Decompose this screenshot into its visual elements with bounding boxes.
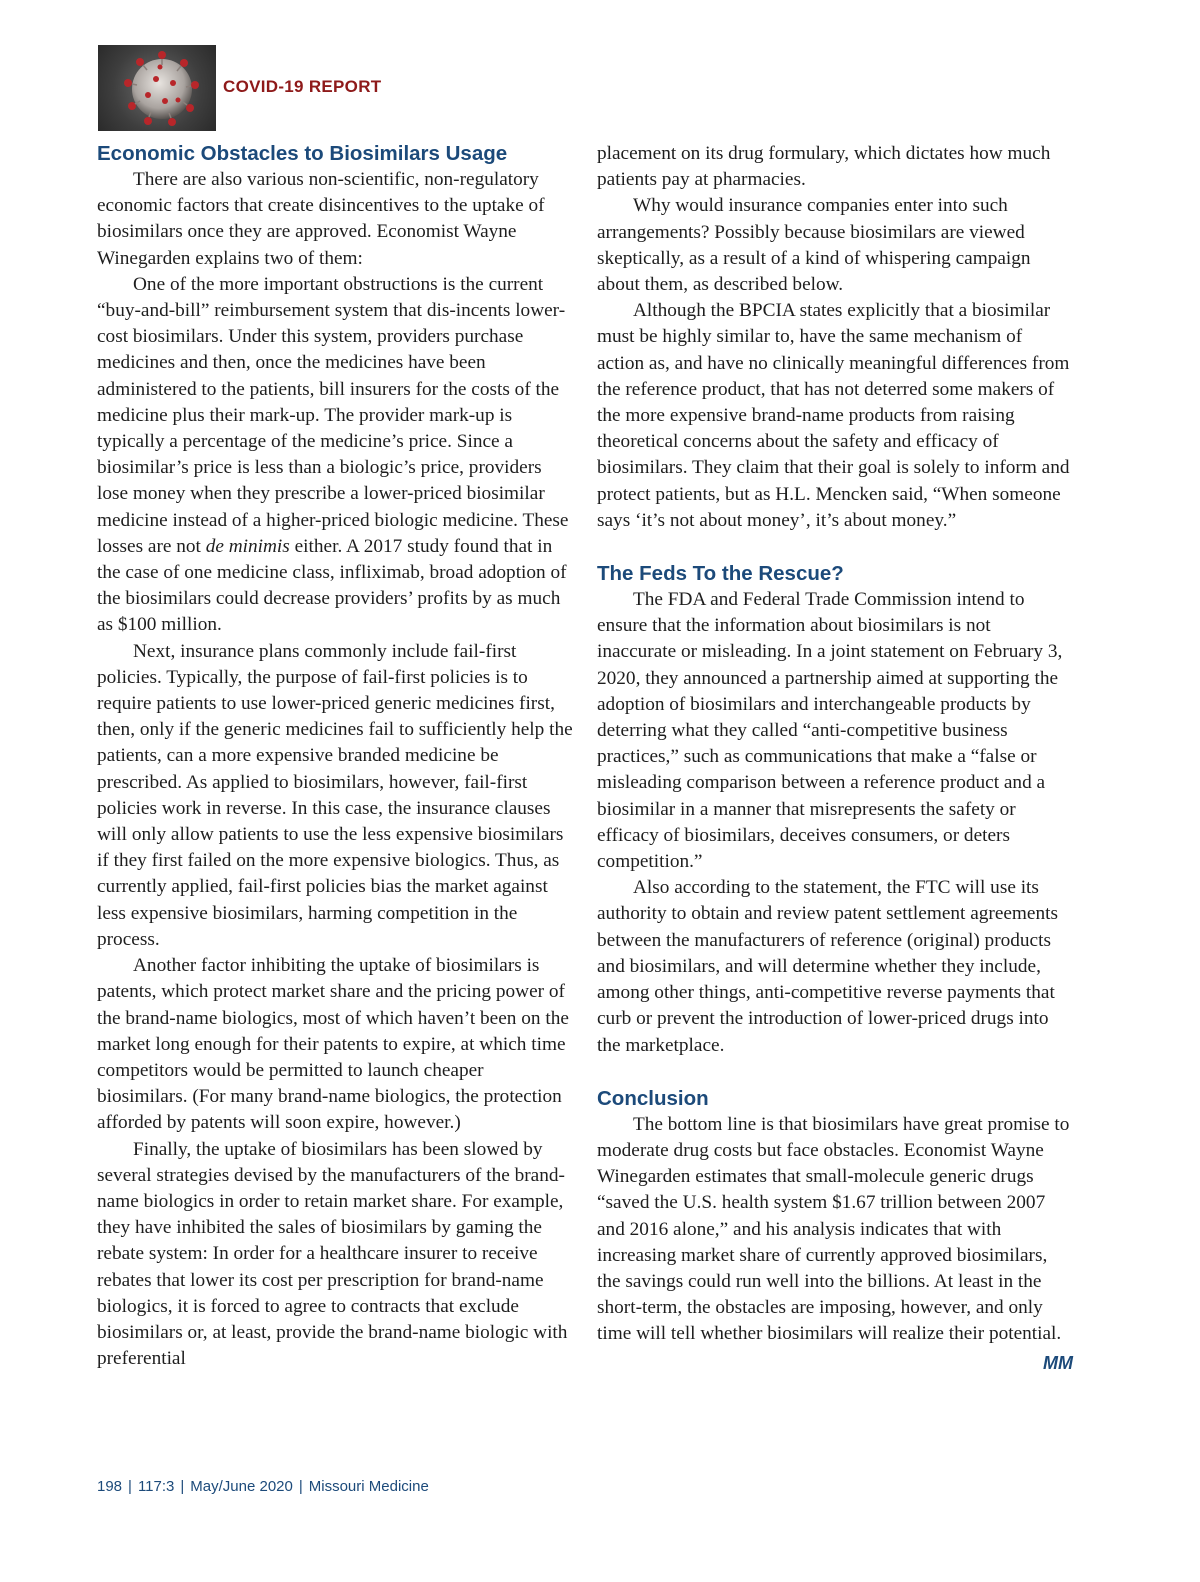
paragraph-conclusion	[597, 1112, 1073, 1373]
paragraph: Also according to the statement, the FTC will use its authority to obtain and review patent settlement agreements between the manufacturers of reference (original) products and biosimilars, and will determine whether they include, among other things, anti-competitive reverse payments that curb or prevent the introduction of lower-priced drugs into the marketplace.	[597, 877, 1058, 1056]
report-label: COVID-19 REPORT	[223, 77, 382, 96]
journal-name: Missouri Medicine	[308, 1478, 429, 1495]
virus-illustration	[98, 45, 216, 131]
journal-signature: MM	[1043, 1352, 1073, 1373]
paragraph-text: either. A 2017 study found that in the case of one medicine class, infliximab, broad adoption of the biosimilars could decrease providers’ profits by as much as $100 million.	[97, 535, 567, 636]
issue-number: 117:3	[137, 1478, 175, 1495]
paragraph-text: One of the more important obstructions is the current “buy-and-bill” reimbursement system that dis-incents lower-cost biosimilars. Under this system, providers purchase medicines and then, once the medicines have been administered to the patients, bill insurers for the costs of the medicine plus their mark-up. The provider mark-up is typically a percentage of the medicine’s price. Since a biosimilar’s price is less than a biologic’s price, providers lose money when they prescribe a lower-priced biosimilar medicine instead of a higher-priced biologic medicine. These losses are not	[97, 273, 569, 557]
page-number: 198	[97, 1478, 123, 1495]
section-heading-economic-obstacles: Economic Obstacles to Biosimilars Usage	[97, 142, 508, 165]
coronavirus-image	[98, 45, 216, 131]
paragraph: The FDA and Federal Trade Commission intend to ensure that the information about biosimilars is not inaccurate or misleading. In a joint statement on February 3, 2020, they announced a partnership aimed at supporting the adoption of biosimilars and interchangeable products by deterring what they called “anti-competitive business practices,” such as communications that make a “false or misleading comparison between a reference product and a biosimilar in a manner that misrepresents the safety or efficacy of biosimilars, deceives consumers, or deters competition.”	[597, 589, 1063, 873]
paragraph-text: The bottom line is that biosimilars have great promise to moderate drug costs but face obstacles. Economist Wayne Winegarden estimates that small-molecule generic drugs “saved the U.S. health system $1.67 trillion between 2007 and 2016 alone,” and his analysis indicates that with increasing market share of currently approved biosimilars, the savings could run well into the billions. At least in the short-term, the obstacles are imposing, however, and only time will tell whether biosimilars will realize their potential.	[597, 1113, 1070, 1345]
paragraph-continued: placement on its drug formulary, which dictates how much patients pay at pharmacies.	[597, 143, 1051, 191]
paragraph: Although the BPCIA states explicitly that a biosimilar must be highly similar to, have the same mechanism of action as, and have no clinically meaningful differences from the reference product, that has not deterred some makers of the more expensive brand-name products from raising theoretical concerns about the safety and efficacy of biosimilars. They claim that their goal is solely to inform and protect patients, but as H.L. Mencken said, “When someone says ‘it’s not about money’, it’s about money.”	[597, 300, 1070, 531]
right-column	[597, 141, 1073, 1376]
paragraph: Another factor inhibiting the uptake of biosimilars is patents, which protect market share and the pricing power of the brand-name biologics, most of which haven’t been on the market long enough for their patents to expire, at which time competitors would be permitted to launch cheaper biosimilars. (For many brand-name biologics, the protection afforded by patents will soon expire, however.)	[97, 955, 569, 1134]
paragraph: Finally, the uptake of biosimilars has been slowed by several strategies devised by the manufacturers of the brand-name biologics in order to retain market share. For example, they have inhibited the sales of biosimilars by gaming the rebate system: In order for a healthcare insurer to receive rebates that lower its cost per prescription for brand-name biologics, it is forced to agree to contracts that exclude biosimilars or, at least, provide the brand-name biologic with preferential	[97, 1138, 568, 1370]
italic-term: de minimis	[205, 535, 290, 557]
section-heading-conclusion: Conclusion	[597, 1086, 709, 1110]
paragraph: Next, insurance plans commonly include fail-first policies. Typically, the purpose of fail-first policies is to require patients to use lower-priced generic medicines first, then, only if the generic medicines fail to sufficiently help the patients, can a more expensive branded medicine be prescribed. As applied to biosimilars, however, fail-first policies work in reverse. In this case, the insurance clauses will only allow patients to use the less expensive biosimilars if they first failed on the more expensive biologics. Thus, as currently applied, fail-first policies bias the market against less expensive biosimilars, harming competition in the process.	[97, 640, 573, 950]
issue-date: May/June 2020	[190, 1478, 293, 1495]
left-column	[97, 141, 573, 1372]
paragraph-buy-and-bill	[97, 272, 573, 639]
paragraph: Why would insurance companies enter into such arrangements? Possibly because biosimilars are viewed skeptically, as a result of a kind of whispering campaign about them, as described below.	[597, 195, 1031, 296]
page-footer: 198 | 117:3 | May/June 2020 | Missouri Medicine	[97, 1478, 429, 1495]
paragraph: There are also various non-scientific, non-regulatory economic factors that create disincentives to the uptake of biosimilars once they are approved. Economist Wayne Winegarden explains two of them:	[97, 169, 545, 269]
section-heading-feds-rescue: The Feds To the Rescue?	[597, 562, 844, 586]
